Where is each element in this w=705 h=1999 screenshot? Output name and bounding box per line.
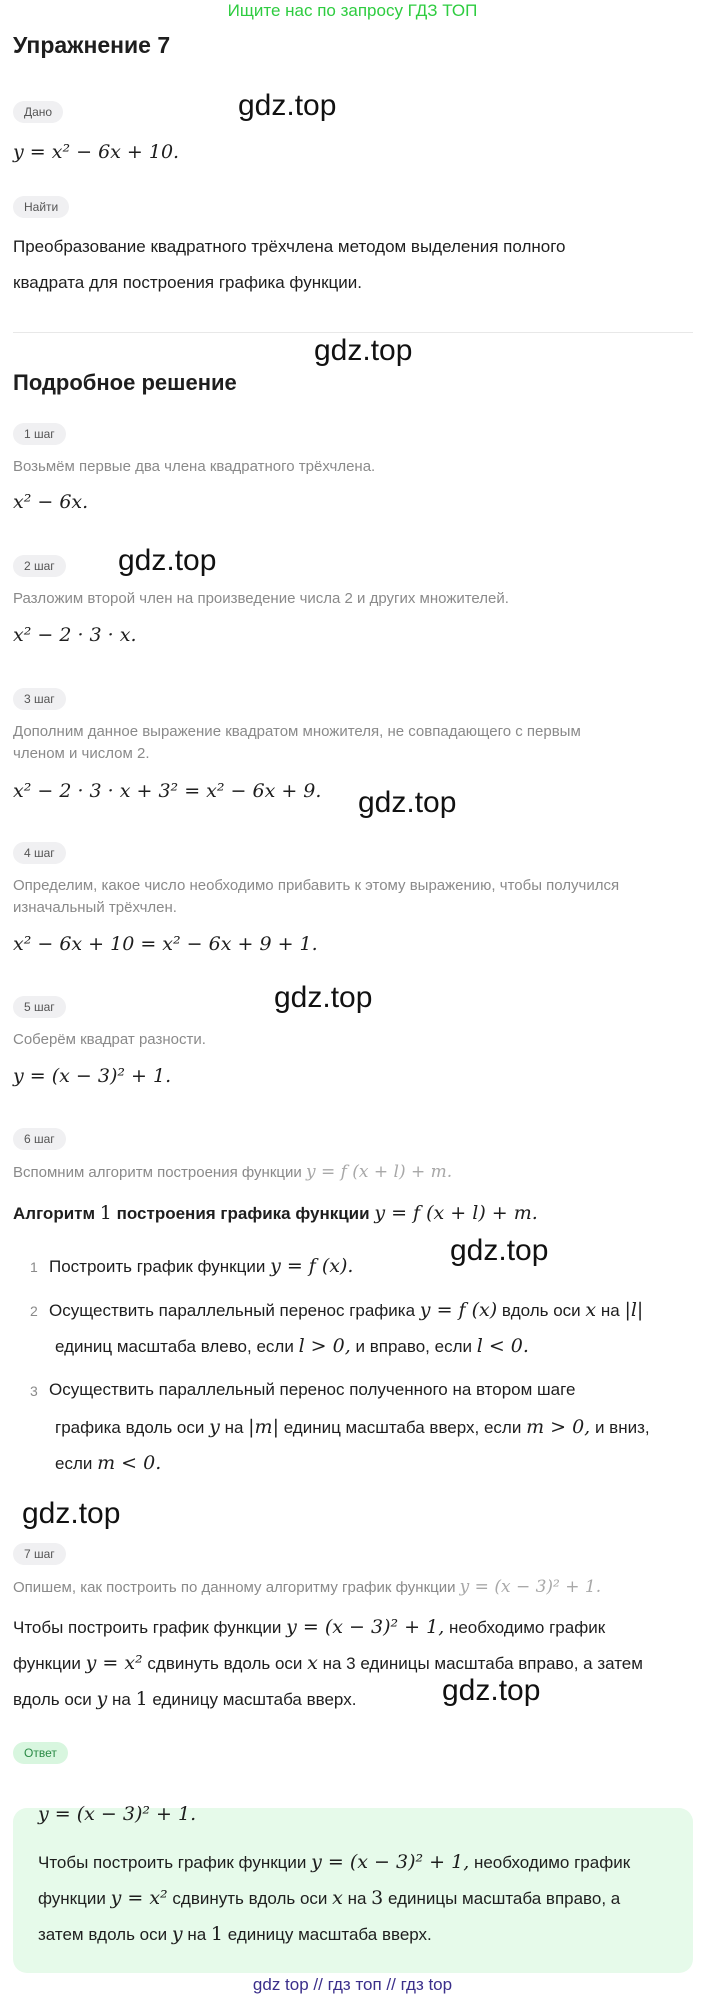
exercise-title: Упражнение 7 <box>13 32 171 58</box>
step-formula: x² − 6x. <box>13 491 89 513</box>
list-item: Построить график функции y = f (x). <box>49 1255 354 1277</box>
step-badge: 5 шаг <box>13 996 66 1018</box>
conclusion-line-2: функции y = x² сдвинуть вдоль оси x на 3 единицы масштаба вправо, а затем <box>13 1652 643 1674</box>
step-badge: 7 шаг <box>13 1543 66 1565</box>
given-badge: Дано <box>13 101 63 123</box>
watermark: gdz.top <box>22 1497 121 1530</box>
solution-title: Подробное решение <box>13 370 237 395</box>
top-banner: Ищите нас по запросу ГДЗ ТОП <box>227 1 478 20</box>
find-text-line-2: квадрата для построения графика функции. <box>13 273 363 292</box>
step-hint: Разложим второй член на произведение числа 2 и других множителей. <box>13 590 509 607</box>
footer-links[interactable]: gdz top // гдз топ // гдз top <box>252 1975 453 1994</box>
list-item-continued: графика вдоль оси y на |m| единиц масштаба вверх, если m > 0, и вниз, <box>55 1416 650 1438</box>
step-formula: x² − 2 · 3 · x. <box>13 624 137 646</box>
list-number: 2 <box>30 1303 38 1319</box>
list-item: Осуществить параллельный перенос графика y = f (x) вдоль оси x на |l| <box>49 1299 644 1321</box>
step-badge: 4 шаг <box>13 842 66 864</box>
step-hint: Вспомним алгоритм построения функции y = f (x + l) + m. <box>13 1162 453 1182</box>
answer-line-1: Чтобы построить график функции y = (x − 3)² + 1, необходимо график <box>38 1851 631 1873</box>
list-number: 1 <box>30 1259 38 1275</box>
watermark: gdz.top <box>442 1674 541 1707</box>
step-badge: 6 шаг <box>13 1128 66 1150</box>
step-badge: 1 шаг <box>13 423 66 445</box>
step-hint: Опишем, как построить по данному алгоритму график функции y = (x − 3)² + 1. <box>13 1577 602 1597</box>
find-badge: Найти <box>13 196 69 218</box>
answer-formula: y = (x − 3)² + 1. <box>38 1803 197 1825</box>
given-formula: y = x² − 6x + 10. <box>13 141 180 163</box>
step-formula: y = (x − 3)² + 1. <box>13 1065 172 1087</box>
find-text-line-1: Преобразование квадратного трёхчлена методом выделения полного <box>13 237 566 256</box>
watermark: gdz.top <box>450 1234 549 1267</box>
step-hint: Определим, какое число необходимо прибавить к этому выражению, чтобы получился <box>13 877 620 894</box>
answer-badge: Ответ <box>13 1742 68 1764</box>
step-hint: Возьмём первые два члена квадратного трёхчлена. <box>13 458 376 475</box>
watermark: gdz.top <box>274 981 373 1014</box>
list-number: 3 <box>30 1383 38 1399</box>
list-item: Осуществить параллельный перенос полученного на втором шаге <box>49 1380 576 1399</box>
step-hint: Дополним данное выражение квадратом множителя, не совпадающего с первым <box>13 723 581 740</box>
step-formula: x² − 2 · 3 · x + 3² = x² − 6x + 9. <box>13 780 322 802</box>
step-badge: 3 шаг <box>13 688 66 710</box>
step-hint: членом и числом 2. <box>13 745 150 762</box>
watermark: gdz.top <box>118 544 217 577</box>
answer-line-3: затем вдоль оси y на 1 единицу масштаба вверх. <box>38 1923 432 1945</box>
watermark: gdz.top <box>358 786 457 819</box>
answer-line-2: функции y = x² сдвинуть вдоль оси x на 3 единицы масштаба вправо, а <box>38 1887 621 1909</box>
step-hint: изначальный трёхчлен. <box>13 899 177 916</box>
watermark: gdz.top <box>238 89 337 122</box>
step-hint: Соберём квадрат разности. <box>13 1031 206 1048</box>
step-badge: 2 шаг <box>13 555 66 577</box>
watermark: gdz.top <box>314 334 413 367</box>
list-item-continued: единиц масштаба влево, если l > 0, и вправо, если l < 0. <box>55 1335 529 1357</box>
conclusion-line-1: Чтобы построить график функции y = (x − 3)² + 1, необходимо график <box>13 1616 606 1638</box>
algorithm-title: Алгоритм 1 построения графика функции y = f (x + l) + m. <box>13 1202 538 1224</box>
conclusion-line-3: вдоль оси y на 1 единицу масштаба вверх. <box>13 1688 357 1710</box>
step-formula: x² − 6x + 10 = x² − 6x + 9 + 1. <box>13 933 318 955</box>
list-item-continued: если m < 0. <box>55 1452 162 1474</box>
